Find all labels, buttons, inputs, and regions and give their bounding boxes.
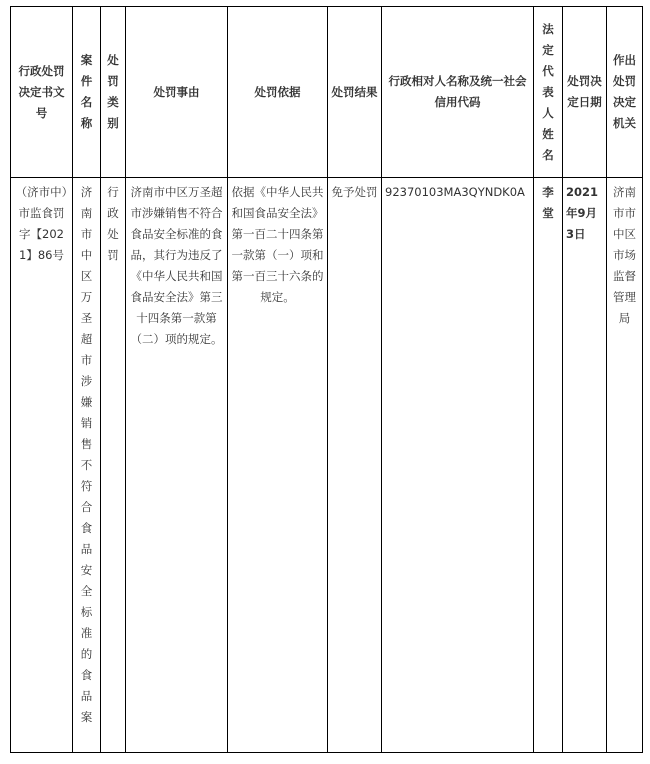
- cell-doc-no: （济市中）市监食罚字【2021】86号: [11, 178, 73, 753]
- cell-authority: 济南市市中区市场监督管理局: [607, 178, 643, 753]
- cell-reason: 济南市中区万圣超市涉嫌销售不符合食品安全标准的食品，其行为违反了《中华人民共和国食品安全法》第三十四条第一款第（二）项的规定。: [126, 178, 228, 753]
- cell-result: 免予处罚: [328, 178, 382, 753]
- header-result: 处罚结果: [328, 7, 382, 178]
- table-row: [11, 178, 643, 753]
- header-reason: 处罚事由: [126, 7, 228, 178]
- header-legal-rep: 法定代表人姓名: [534, 7, 563, 178]
- header-date: 处罚决定日期: [563, 7, 607, 178]
- penalty-table: [10, 6, 643, 753]
- header-authority: 作出处罚决定机关: [607, 7, 643, 178]
- cell-penalty-type: 行政处罚: [101, 178, 126, 753]
- cell-legal-rep: 李堂: [534, 178, 563, 753]
- cell-basis: 依据《中华人民共和国食品安全法》第一百二十四条第一款第（一）项和第一百三十六条的规定。: [228, 178, 328, 753]
- header-penalty-type: 处罚类别: [101, 7, 126, 178]
- cell-date: 2021年9月3日: [563, 178, 607, 753]
- header-party: 行政相对人名称及统一社会信用代码: [382, 7, 534, 178]
- table-header-row: [11, 7, 643, 178]
- cell-party: 92370103MA3QYNDK0A: [382, 178, 534, 753]
- header-case-name: 案件名称: [73, 7, 101, 178]
- header-doc-no: 行政处罚决定书文号: [11, 7, 73, 178]
- header-basis: 处罚依据: [228, 7, 328, 178]
- cell-case-name: 济南市中区万圣超市涉嫌销售不符合食品安全标准的食品案: [73, 178, 101, 753]
